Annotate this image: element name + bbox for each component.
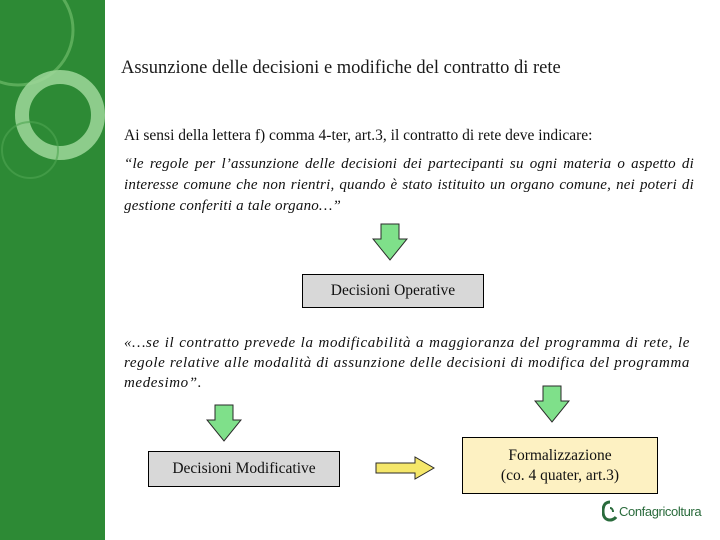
right-arrow-icon	[375, 456, 435, 480]
quote-decisioni: “le regole per l’assunzione delle decisioni dei partecipanti su ogni materia o aspetto di interesse comune che non rientri, quando è stato istituito un organo comune, nei poteri di gestione conferiti a tale organo…”	[124, 156, 694, 214]
decisioni-operative-box	[302, 274, 484, 308]
quote-modifiche: «…se il contratto prevede la modificabilità a maggioranza del programma di rete, le regole relative alle modalità di assunzione delle decisioni di modifica del programma medesimo”.	[124, 335, 690, 391]
confagricoltura-logo	[602, 500, 701, 522]
decisioni-modificative-box	[148, 451, 340, 487]
down-arrow-icon	[534, 385, 570, 423]
formalizzazione-reference: (co. 4 quater, art.3)	[500, 466, 620, 484]
down-arrow-icon	[206, 404, 242, 442]
intro-text: Ai sensi della lettera f) comma 4-ter, art.3, il contratto di rete deve indicare:	[124, 127, 593, 144]
decisioni-modificative-label: Decisioni Modificative	[172, 460, 316, 477]
down-arrow-icon	[372, 223, 408, 261]
slide-title: Assunzione delle decisioni e modifiche del contratto di rete	[121, 58, 561, 78]
confagricoltura-logo-icon	[602, 500, 618, 522]
decisioni-operative-label: Decisioni Operative	[330, 282, 456, 299]
formalizzazione-box	[462, 437, 658, 494]
decorative-sidebar	[0, 0, 105, 540]
decorative-circles-icon	[0, 0, 105, 540]
logo-text: Confagricoltura	[619, 503, 702, 519]
formalizzazione-label: Formalizzazione	[508, 446, 612, 464]
